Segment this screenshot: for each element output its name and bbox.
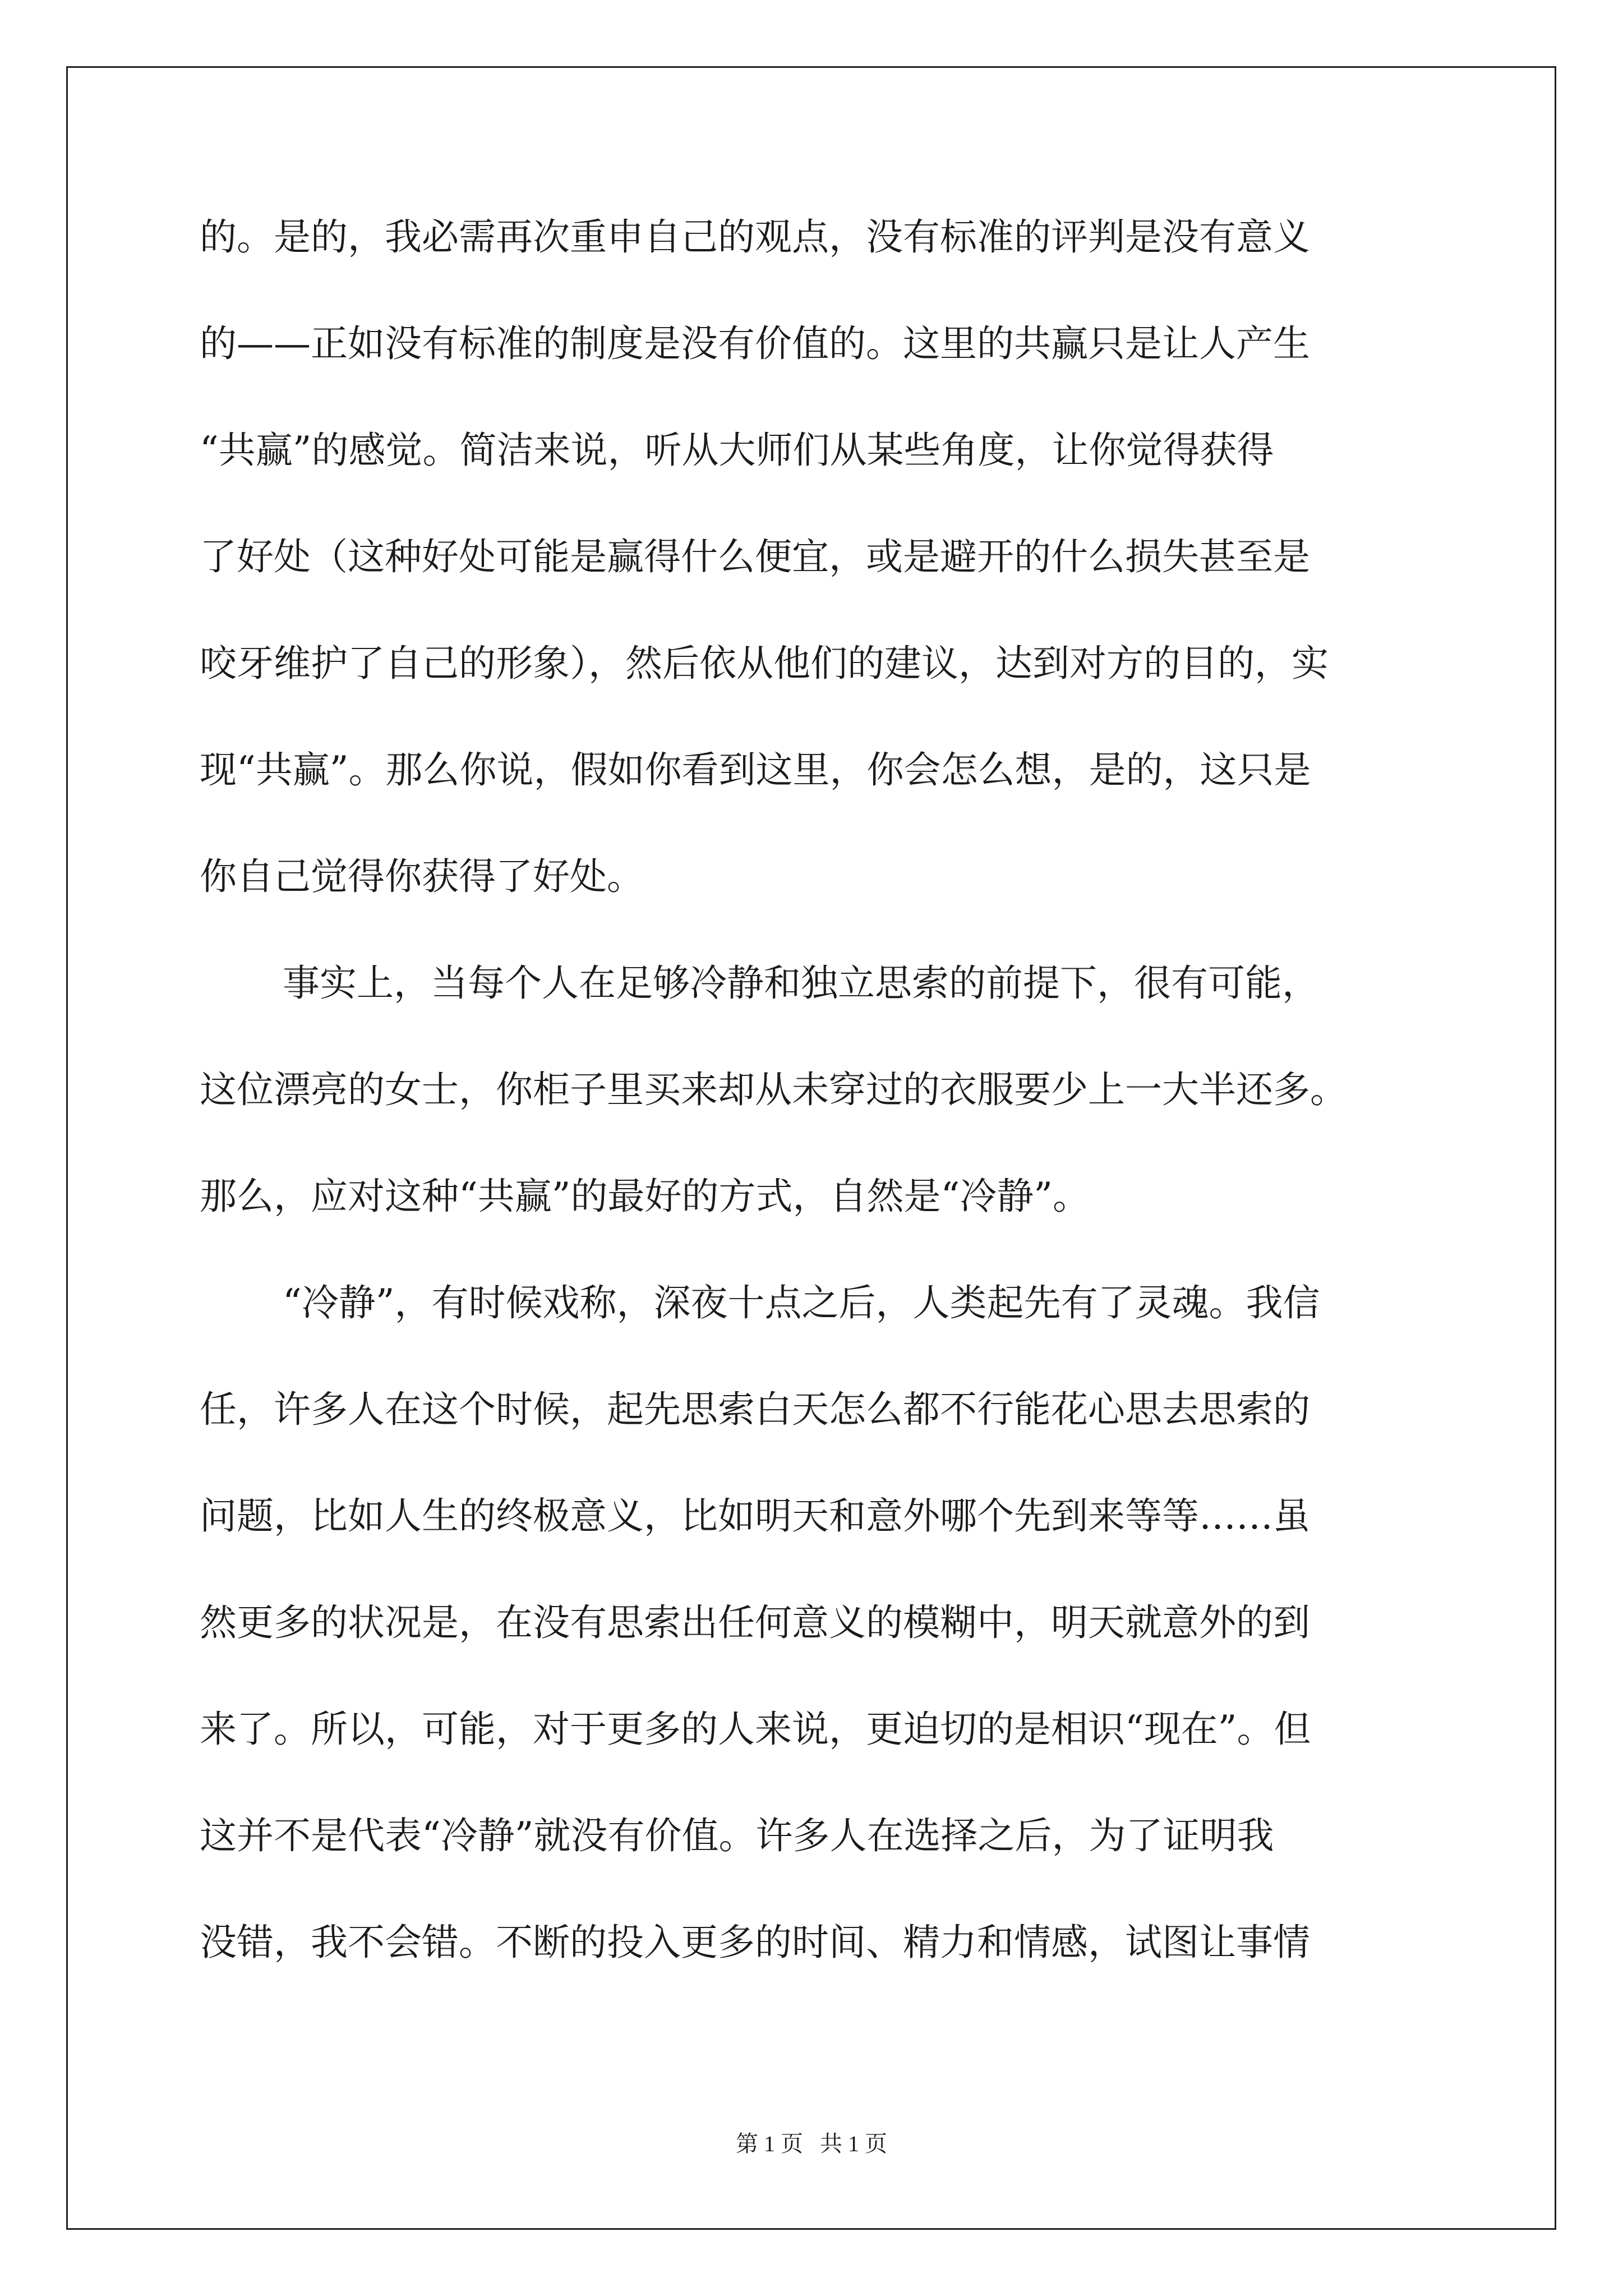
text-line: 问题，比如人生的终极意义，比如明天和意外哪个先到来等等……虽 <box>200 1494 1310 1538</box>
text-line: 的。是的，我必需再次重申自己的观点，没有标准的评判是没有意义 <box>200 215 1310 259</box>
text-line: 然更多的状况是，在没有思索出任何意义的模糊中，明天就意外的到 <box>200 1601 1310 1644</box>
text-line: 你自己觉得你获得了好处。 <box>200 855 644 898</box>
paragraph-first-line: “冷静”，有时候戏称，深夜十点之后，人类起先有了灵魂。我信 <box>283 1281 1320 1324</box>
text-line: 任，许多人在这个时候，起先思索白天怎么都不行能花心思去思索的 <box>200 1388 1310 1431</box>
text-line: 现“共赢”。那么你说，假如你看到这里，你会怎么想，是的，这只是 <box>200 748 1311 792</box>
text-line: 那么，应对这种“共赢”的最好的方式，自然是“冷静”。 <box>200 1175 1090 1218</box>
page-border <box>66 66 1556 2230</box>
text-line: 这位漂亮的女士，你柜子里买来却从未穿过的衣服要少上一大半还多。 <box>200 1068 1347 1111</box>
text-line: 咬牙维护了自己的形象），然后依从他们的建议，达到对方的目的，实 <box>200 642 1329 685</box>
text-line: 来了。所以，可能，对于更多的人来说，更迫切的是相识“现在”。但 <box>200 1708 1311 1751</box>
paragraph-first-line: 事实上，当每个人在足够冷静和独立思索的前提下，很有可能， <box>283 961 1319 1005</box>
text-line: “共赢”的感觉。简洁来说，听从大师们从某些角度，让你觉得获得 <box>200 429 1274 472</box>
page-footer: 第 1 页 共 1 页 <box>736 2131 887 2156</box>
text-line: 的——正如没有标准的制度是没有价值的。这里的共赢只是让人产生 <box>200 322 1310 365</box>
text-line: 这并不是代表“冷静”就没有价值。许多人在选择之后，为了证明我 <box>200 1814 1274 1857</box>
text-line: 没错，我不会错。不断的投入更多的时间、精力和情感，试图让事情 <box>200 1921 1310 1964</box>
text-line: 了好处（这种好处可能是赢得什么便宜，或是避开的什么损失甚至是 <box>200 535 1310 578</box>
